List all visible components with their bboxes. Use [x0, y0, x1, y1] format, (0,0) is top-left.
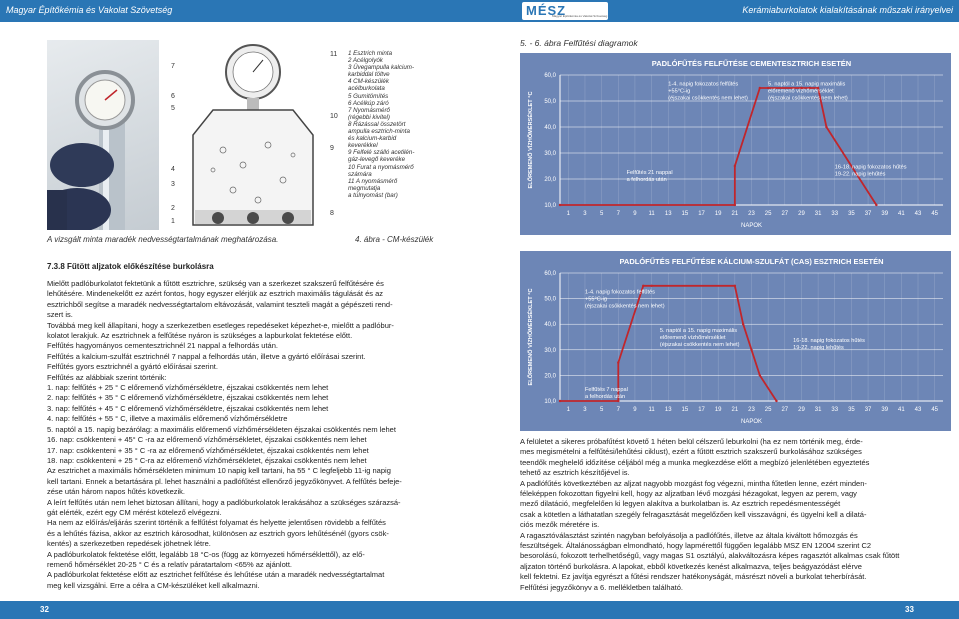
x-tick-label: 23 [748, 211, 755, 217]
legend-line: megmutatja [348, 184, 381, 192]
text-line: lehűtésére. Mindenekelőtt ez azért fontos, hogy egyszer elérjük az esztrich maximális tágulását és az [47, 289, 383, 299]
x-tick-label: 39 [881, 407, 889, 413]
legend-line: 3 Üvegampulla kalcium- [348, 64, 415, 72]
annotation-line: (éjszakai csökkentés nem lehet) [668, 95, 748, 102]
y-tick-label: 30,0 [544, 347, 556, 354]
legend-line: 5 Gumitömítés [348, 92, 389, 100]
diagram-label-3: 3 [171, 181, 175, 188]
text-line: 1. nap: felfűtés + 25 ° C előremenő vízhőmérsékletre, éjszakai csökkentés nem lehet [47, 383, 329, 393]
cm-device-diagram [163, 40, 345, 252]
x-tick-label: 1 [566, 407, 570, 413]
x-axis-label: NAPOK [740, 419, 763, 425]
text-line: 2. nap: felfűtés + 35 ° C előremenő vízhőmérsékletre, éjszakai csökkentés nem lehet [47, 393, 329, 403]
cement-heating-chart [520, 53, 951, 235]
text-line: A padlóburkolatok fektetése előtt, legalább 18 °C-os (függ az környezeti hőmérséklettől), az elő- [47, 549, 365, 559]
x-tick-label: 45 [931, 211, 939, 217]
text-line: Ha nem az előírás/eljárás szerint történik a felfűtést folyamat és helyette jelentősen rövidebb a felfűtés [47, 518, 386, 528]
text-line: kolatot lerakjuk. Az esztrichnek a felfűtése nyáron is szükséges a lapburkolat fektetése előtt. [47, 331, 353, 341]
annotation-line: 5. naptól a 15. napig maximális [659, 327, 738, 334]
diagram-label-10: 10 [330, 113, 338, 120]
text-line: Mielőtt padlóburkolatot fektetünk a fűtött esztrichre, szükség van a szerkezet szakszerű felfűtésére és [47, 279, 384, 288]
annotation-line: Felfűtés 7 nappal [584, 386, 628, 393]
series-point [759, 374, 761, 376]
x-tick-label: 15 [681, 407, 689, 413]
cm-device-photo [47, 40, 159, 230]
legend-line: 7 Nyomásmérő [348, 106, 390, 114]
x-tick-label: 15 [681, 211, 689, 217]
x-tick-label: 23 [748, 407, 755, 413]
y-tick-label: 50,0 [544, 99, 556, 105]
logo-subtitle: Magyar Építőkémia és Vakolat Szövetség [552, 14, 608, 18]
annotation-line: +55°C-ig [584, 296, 607, 303]
section-heading: 7.3.8 Fűtött aljzatok előkészítése burkolásra [47, 262, 214, 271]
text-line: Az esztrichet a maximális hőmérsékleten minimum 10 napig kell tartani, ha 55 ° C legfeljebb 11-ig napig [47, 466, 391, 476]
text-line: besorolású, fokozott terhelhetőségű, vagy magas S1 osztályú, alakváltozásra képes ragasztót alkalmas csak fűtött [520, 551, 900, 561]
x-tick-label: 21 [731, 407, 739, 413]
text-line: Felfűtés az alábbiak szerint történik: [47, 372, 167, 382]
text-line: aljzaton történő burkolásra. A lapokat, ebből következés kenést alkalmazva, teljes beágyazódást elérve [520, 561, 862, 571]
x-tick-label: 9 [633, 407, 637, 413]
series-point [617, 361, 619, 363]
y-tick-label: 20,0 [544, 373, 556, 380]
text-line: A ragasztóválasztást szintén nagyban befolyásolja a padlófűtés, illetve az általa kiváltott hőmozgás és [520, 530, 858, 540]
chart-title: PADLÓFŰTÉS FELFŰTÉSE KÁLCIUM-SZULFÁT (CAS) ESZTRICH ESETÉN [619, 257, 884, 266]
annotation-line: 19-22. napig lehűtés [834, 171, 886, 178]
y-tick-label: 20,0 [544, 177, 556, 183]
text-line: Felfűtés gyors esztrichnél a gyártó előírásai szerint. [47, 362, 218, 372]
page-number-left: 32 [40, 605, 49, 614]
chart-background [520, 53, 951, 235]
annotation-line: Felfűtés 21 nappal [626, 169, 673, 176]
text-line: A padlóburkolat fektetése előtt az esztrichet felfűtése és lehűtése után a maradék nedvességtartalmat [47, 570, 385, 580]
legend-line: és kalcium-karbid [348, 135, 397, 143]
text-line: 17. nap: csökkenteni + 35 ° C -ra az előremenő vízhőmérsékletet, éjszakai csökkentés nem lehet [47, 445, 369, 455]
series-point [734, 285, 736, 287]
legend-line: 6 Acélkúp záró [348, 99, 389, 107]
legend-line: 2 Acélgolyók [348, 57, 383, 65]
series-point [750, 349, 752, 351]
page-footer [0, 601, 959, 619]
series-point [559, 204, 561, 206]
photo-caption: A vizsgált minta maradék nedvességtartalmának meghatározása. [47, 235, 279, 244]
annotation-line: 1-4. napig fokozatos felfűtés [584, 289, 655, 296]
x-tick-label: 7 [616, 407, 620, 413]
legend-line: keverékkel [348, 142, 378, 150]
legend-line: 8 Rázással összetört [348, 120, 406, 128]
x-tick-label: 29 [798, 407, 805, 413]
x-tick-label: 41 [898, 407, 905, 413]
annotation-line: a felhordás után [626, 176, 667, 183]
series-point [734, 165, 736, 167]
x-tick-label: 7 [616, 211, 620, 217]
right-column-text [520, 437, 951, 593]
text-line: Felfűtés hagyományos cementesztrichnél 21 nappal a felhordás után. [47, 341, 278, 351]
legend-line: gáz-levegő keveréke [348, 156, 406, 164]
legend-line: 10 Furat a nyomásmérő [348, 163, 414, 171]
annotation-line: előremenő vízhőmérséklet [659, 334, 726, 341]
page-number-right: 33 [905, 605, 914, 614]
diagram-label-6: 6 [171, 93, 175, 100]
logo-mark: MÉSZ [526, 3, 567, 18]
text-line: és a lehűtés fázisa, akkor az esztrich károsodhat, különösen az esztrich gyors lehűtésénél (gyors csök- [47, 528, 389, 538]
x-tick-label: 11 [648, 407, 655, 413]
x-tick-label: 5 [599, 407, 604, 413]
y-tick-label: 30,0 [544, 151, 556, 157]
text-line: mes megismételni a felfűtési/lehűtési ciklust), ezért a fűtött esztrich szakszerű burkolásához szükséges [520, 447, 862, 457]
x-tick-label: 17 [698, 211, 705, 217]
chart-annotation [627, 170, 673, 183]
diagram-label-7: 7 [171, 63, 175, 70]
header-left-title: Magyar Építőkémia és Vakolat Szövetség [6, 5, 173, 15]
annotation-line: a felhordás után [584, 393, 626, 400]
y-tick-label: 50,0 [544, 296, 556, 303]
text-line: szert is. [47, 310, 73, 320]
series-point [617, 400, 619, 402]
series-point [825, 126, 827, 128]
x-tick-label: 39 [881, 211, 889, 217]
series-point [642, 285, 644, 287]
diagram-label-5: 5 [171, 105, 175, 112]
x-tick-label: 1 [566, 211, 570, 217]
legend-line: 4 CM-készülék [348, 78, 389, 86]
cas-heating-chart [520, 251, 951, 431]
legend-line: 1 Esztrich minta [348, 50, 393, 57]
x-tick-label: 35 [848, 211, 855, 217]
legend-line: (régebbi kivitel) [348, 113, 390, 121]
annotation-line: +55°C-ig [668, 88, 691, 95]
x-tick-label: 5 [599, 211, 604, 217]
text-line: meg kell vizsgálni. Erre a célra a CM-készüléket kell alkalmazni. [47, 580, 260, 590]
diagram-caption: 4. ábra - CM-készülék [355, 235, 434, 244]
x-tick-label: 45 [931, 407, 939, 413]
text-line: zése után három napos hűtés következik. [47, 487, 185, 497]
text-line: Felfűtési jegyzőkönyv a 6. mellékletben található. [520, 582, 684, 592]
text-line: csak a kötetlen a láthatatlan szegély felragasztását megelőzően kell visszavágni, és ügyelni kell a dilatá- [520, 509, 867, 519]
annotation-line: 1-4. napig fokozatos felfűtés [668, 81, 739, 88]
section-body [47, 279, 446, 591]
text-line: Felfűtés a kalcium-szulfát esztrichnél 7 nappal a felhordás után, illetve a gyártó előírásai szerint. [47, 351, 366, 361]
x-tick-label: 29 [798, 211, 805, 217]
text-line: A felületet a sikeres próbafűtést követő 1 héten belül célszerű leburkolni (ha ez nem történik meg, érde- [520, 437, 863, 446]
text-line: esztrichből segítse a maradék nedvességtartalom eltávozását, valamint teszteli magát a gépészeti rend- [47, 299, 393, 309]
text-line: A padlófűtés következtében az aljzat nagyobb mozgást fog végezni, mintha fűtetlen lenne, ezért minden- [520, 478, 867, 488]
legend-line: 11 A nyomásmérő [348, 177, 398, 185]
x-tick-label: 17 [698, 407, 705, 413]
x-tick-label: 33 [831, 407, 839, 413]
y-axis-label: ELŐREMENŐ VÍZHŐMÉRSÉKLET °C [528, 288, 534, 386]
annotation-line: (éjszakai csökkentés nem lehet) [659, 341, 740, 348]
legend-line: számára [348, 170, 372, 178]
y-tick-label: 60,0 [544, 271, 556, 277]
x-tick-label: 31 [814, 211, 822, 217]
x-tick-label: 33 [831, 211, 839, 217]
x-tick-label: 21 [731, 211, 739, 217]
diagram-label-4: 4 [171, 166, 175, 173]
series-point [775, 400, 777, 402]
annotation-line: (éjszakai csökkentés nem lehet) [584, 303, 665, 310]
diagram-label-11: 11 [330, 51, 338, 58]
text-line: remenő hőmérséklet 20-25 ° C és a relatív páratartalom <65% az ajánlott. [47, 559, 292, 569]
x-tick-label: 43 [914, 407, 922, 413]
text-line: mező dilatáció, megfelelően ki legyen alakítva a burkolatban is. Az esztrich repedésmentességét [520, 499, 841, 509]
text-line: kell tartani. Ennek a betartására pl. lehet használni a padlófűtést ellenőrző jegyzőkönyvet. A felfűtés befeje- [47, 476, 402, 486]
legend-line: a túlnyomást (bar) [348, 191, 398, 199]
diagram-label-1: 1 [171, 218, 175, 225]
series-point [742, 323, 744, 325]
text-line: 16. nap: csökkenteni + 45° C -ra az előremenő vízhőmérsékletet, éjszakai csökkentés nem lehet [47, 435, 367, 445]
x-tick-label: 25 [764, 211, 772, 217]
x-tick-label: 35 [848, 407, 855, 413]
text-line: féleképpen fokozottan figyelni kell, hogy az aljzatban lévő mozgási hézagokat, legyen az perem, vagy [520, 489, 857, 499]
text-line: 4. nap: felfűtés + 55 ° C, illetve a maximális előremenő vízhőmérsékletre [47, 414, 288, 424]
y-tick-label: 40,0 [544, 125, 556, 131]
legend-line: 9 Felfelé szálló acetilén- [348, 149, 415, 157]
x-tick-label: 3 [583, 407, 587, 413]
text-line: 18. nap: csökkenteni + 25 ° C-ra az előremenő vízhőmérsékletet, éjszakai csökkentés nem lehet [47, 455, 367, 465]
x-tick-label: 37 [864, 407, 872, 413]
annotation-line: 19-22. napig lehűtés [793, 345, 844, 352]
annotation-line: 16-18. napig fokozatos hűtés [834, 164, 907, 171]
y-tick-label: 10,0 [544, 203, 556, 209]
header-right-title: Kerámiaburkolatok kialakításának műszaki irányelvei [742, 5, 953, 15]
legend-line: acélburkolata [348, 85, 385, 93]
chart-title: PADLÓFŰTÉS FELFŰTÉSE CEMENTESZTRICH ESETÉN [651, 59, 852, 68]
charts-title: 5. - 6. ábra Felfűtési diagramok [520, 38, 638, 48]
diagram-label-8: 8 [330, 210, 334, 217]
series-point [650, 285, 652, 287]
series-point [559, 400, 561, 402]
x-tick-label: 27 [781, 211, 789, 217]
annotation-line: előremenő vízhőmérséklet [768, 88, 834, 95]
series-point [734, 204, 736, 206]
series-point [759, 87, 761, 89]
x-tick-label: 25 [764, 407, 772, 413]
diagram-label-2: 2 [171, 205, 175, 212]
text-line: Továbbá meg kell állapítani, hogy a szerkezetben esetleges repedéseket képezhet-e, mielőtt a padlóbur- [47, 320, 394, 330]
text-line: kell fektetni. Ez javítja egyrészt a fűtési rendszer hatékonyságát, másrészt növeli a burkolat teherbírását. [520, 572, 867, 582]
text-line: tehető az esztrich készítőjével is. [520, 468, 630, 478]
series-point [875, 204, 877, 206]
x-tick-label: 31 [814, 407, 822, 413]
text-line: gát elérték, ezért egy CM mérést kötelező elvégezni. [47, 507, 222, 517]
y-axis-label: ELŐREMENŐ VÍZHŐMÉRSÉKLET °C [528, 91, 534, 189]
text-line: 5. naptól a 15. napig bezárólag: a maximális előremenő vízhőmérsékleten éjszakai csökkentés nem lehet [47, 424, 396, 434]
x-tick-label: 19 [714, 211, 722, 217]
legend-line: karbiddal töltve [348, 71, 390, 79]
legend-line: ampulla esztrich-minta [348, 128, 410, 136]
text-line: kentés) a szerkezetben repedések jöhetnek létre. [47, 539, 211, 549]
x-axis-label: NAPOK [740, 223, 763, 229]
x-tick-label: 19 [714, 407, 722, 413]
chart-annotation [585, 387, 628, 400]
x-tick-label: 3 [583, 211, 587, 217]
x-tick-label: 41 [898, 211, 905, 217]
y-tick-label: 10,0 [544, 399, 556, 405]
y-tick-label: 40,0 [544, 322, 556, 329]
diagram-label-9: 9 [330, 145, 334, 152]
x-tick-label: 13 [664, 211, 672, 217]
x-tick-label: 9 [633, 211, 637, 217]
x-tick-label: 27 [781, 407, 789, 413]
x-tick-label: 13 [664, 407, 672, 413]
mesz-logo [522, 2, 608, 20]
annotation-line: (éjszakai csökkentés nem lehet) [768, 95, 848, 102]
x-tick-label: 37 [864, 211, 872, 217]
x-tick-label: 11 [648, 211, 655, 217]
page-header [0, 0, 959, 22]
text-line: ciós mezők méretére is. [520, 520, 600, 530]
annotation-line: 16-18. napig fokozatos hűtés [793, 338, 865, 345]
diagram-legend [348, 50, 414, 199]
text-line: teendők meghelelő időzítése céljából még a munka megkezdése előtt a megbízó jelenlétében egyeztetés [520, 457, 870, 467]
x-tick-label: 43 [914, 211, 922, 217]
text-line: A leírt felfűtés után nem lehet biztosan állítani, hogy a padlóburkolatok lerakásához a szükséges szárazsá- [47, 497, 401, 507]
text-line: feszültségek. Általánosságban elmondható, hogy lapmérettől függően legalább MSZ EN 12004 szerint C2 [520, 541, 872, 551]
y-tick-label: 60,0 [544, 73, 556, 79]
annotation-line: 5. naptól a 15. napig maximális [768, 81, 846, 88]
text-line: 3. nap: felfűtés + 45 ° C előremenő vízhőmérsékletre, éjszakai csökkentés nem lehet [47, 403, 329, 413]
